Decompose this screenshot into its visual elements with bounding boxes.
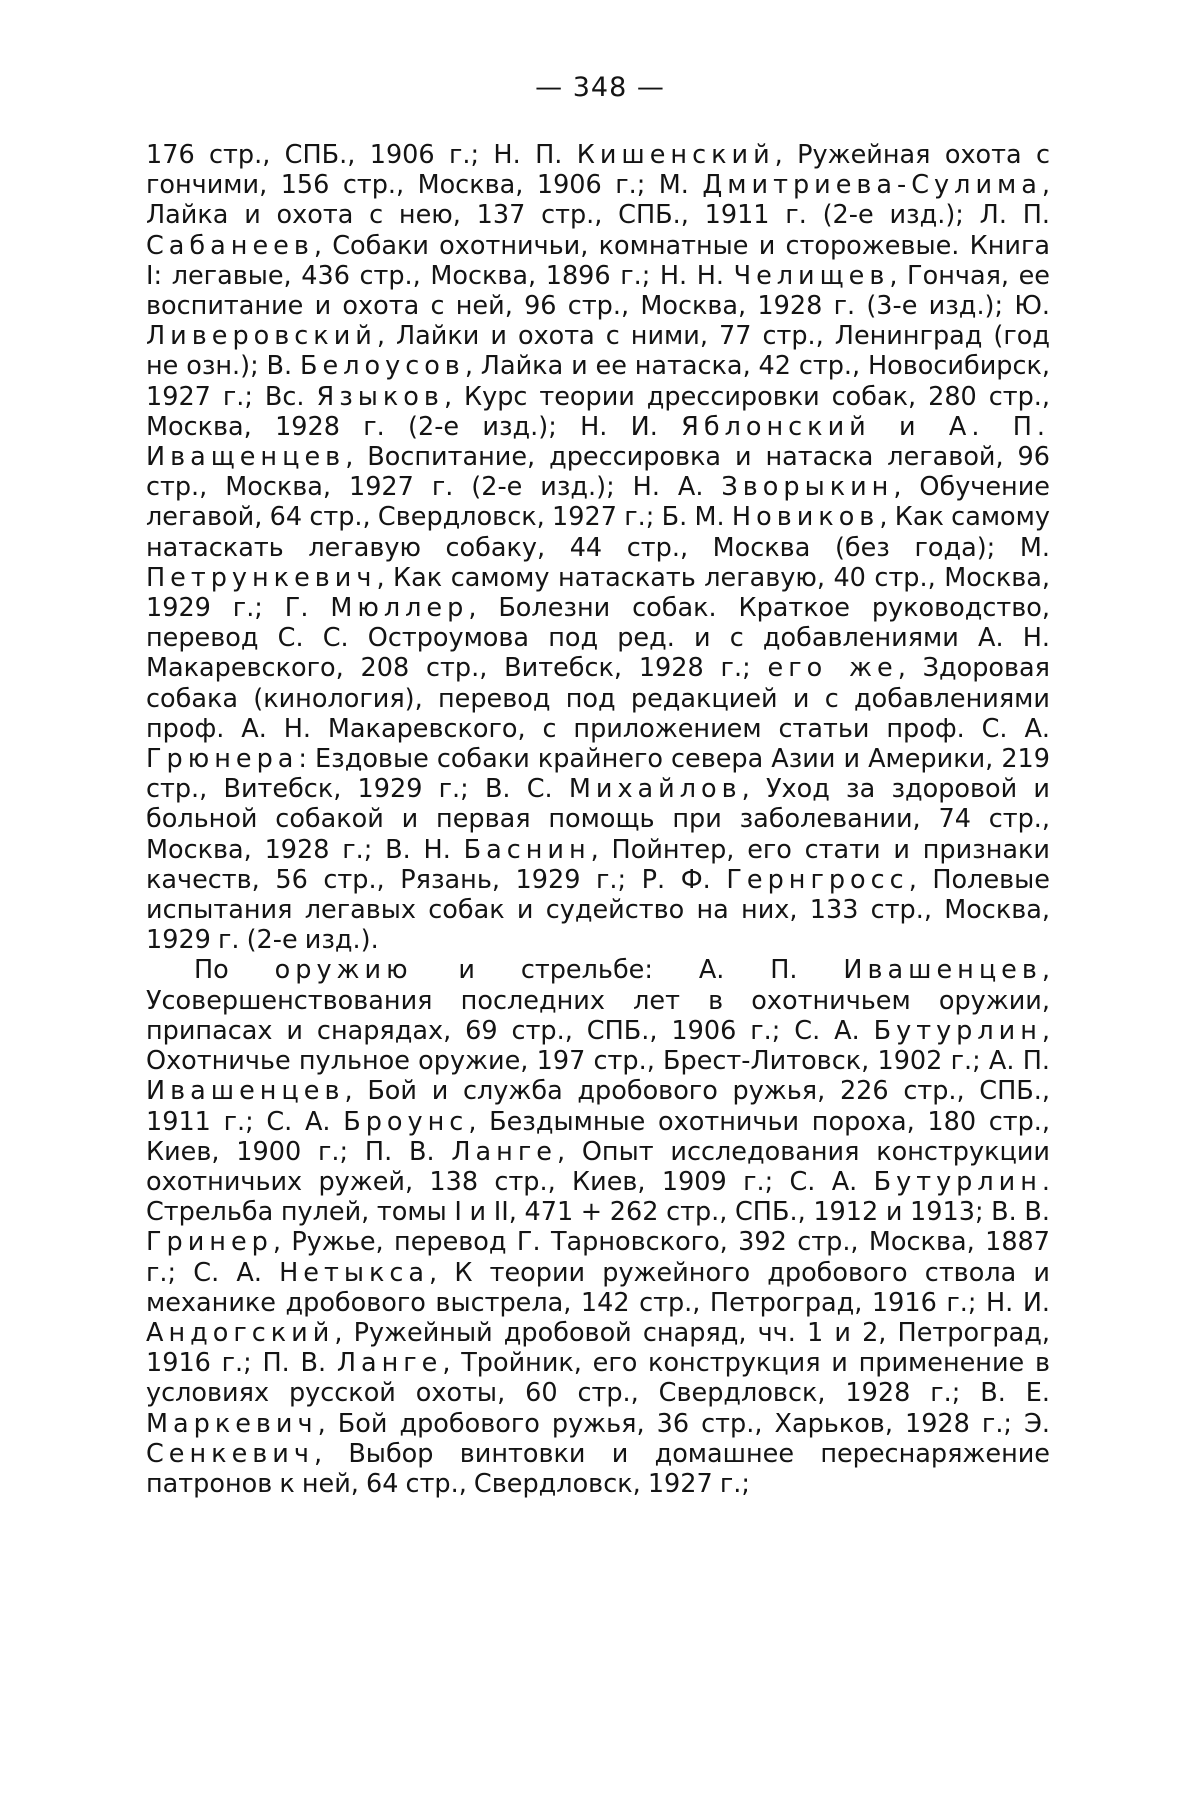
citation-text: , Лайки и охота с ними, 77 стр., Ленинград (год не озн.); В.	[146, 321, 1050, 382]
citation-text: , Здоровая собака (кинология), перевод под редакцией и с добавлениями проф. А. Н. Макаревского, с приложением статьи проф. С. А.	[146, 653, 1050, 744]
citation-text: , Пойнтер, его стати и признаки качеств, 56 стр., Рязань, 1929 г.; Р. Ф.	[146, 834, 1050, 895]
author-name: Ивашенцев	[843, 955, 1042, 986]
citation-text: , Опыт исследования конструкции охотничьих ружей, 138 стр., Киев, 1909 г.; С. А.	[146, 1136, 1050, 1197]
author-name: Ивашенцев	[146, 1076, 345, 1107]
citation-text: , Обучение легавой, 64 стр., Свердловск, 1927 г.; Б. М.	[146, 472, 1050, 533]
citation-text: , Курс теории дрессировки собак, 280 стр., Москва, 1928 г. (2-е изд.); Н. И.	[146, 381, 1050, 442]
citation-text: , Собаки охотничьи, комнатные и сторожевые. Книга I: легавые, 436 стр., Москва, 1896 г.; Н. Н.	[146, 230, 1050, 291]
citation-text: . Стрельба пулей, томы I и II, 471 + 262 стр., СПБ., 1912 и 1913; В. В.	[146, 1166, 1050, 1228]
citation-text: , Усовершенствования последних лет в охотничьем оружии, припасах и снарядах, 69 стр., СПБ., 1906 г.; С. А.	[146, 955, 1050, 1046]
author-name: Баснин	[463, 834, 591, 865]
citation-text: , Гончая, ее воспитание и охота с ней, 96 стр., Москва, 1928 г. (3-е изд.); Ю.	[146, 260, 1050, 322]
author-name: его же	[767, 653, 898, 684]
author-name: Гринер	[146, 1227, 273, 1258]
author-name: Сенкевич	[146, 1438, 314, 1469]
author-name: Ланге	[451, 1136, 557, 1167]
citation-text: , Бездымные охотничьи пороха, 180 стр., Киев, 1900 г.; П. В.	[146, 1106, 1051, 1167]
citation-text: По	[194, 955, 275, 986]
citation-text: , Полевые испытания легавых собак и судейство на них, 133 стр., Москва, 1929 г. (2-е изд.).	[146, 864, 1050, 956]
citation-text: , Уход за здоровой и больной собакой и первая помощь при заболевании, 74 стр., Москва, 1928 г.; В. Н.	[146, 774, 1050, 865]
author-name: Андогский	[146, 1317, 335, 1348]
citation-text: , Лайка и охота с нею, 137 стр., СПБ., 1911 г. (2-е изд.); Л. П.	[146, 170, 1050, 231]
citation-text: , Тройник, его конструкция и применение в условиях русской охоты, 60 стр., Свердловск, 1928 г.; В. Е.	[146, 1348, 1051, 1409]
page-number: — 348 —	[535, 72, 665, 103]
citation-text: , Бой дробового ружья, 36 стр., Харьков, 1928 г.; Э.	[317, 1408, 1050, 1439]
author-name: Бутурлин	[873, 1166, 1042, 1197]
author-name: оружию	[274, 955, 413, 986]
author-name: Языков	[316, 381, 444, 412]
citation-text: , Лайка и ее натаска, 42 стр., Новосибирск, 1927 г.; Вс.	[146, 351, 1050, 412]
bibliography-text	[146, 140, 1050, 1499]
bibliography-paragraph	[146, 955, 1050, 1499]
author-name: Челищев	[733, 260, 890, 291]
citation-text: , Ружье, перевод Г. Тарновского, 392 стр., Москва, 1887 г.; С. А.	[146, 1227, 1050, 1288]
author-name: Белоусов	[300, 351, 465, 382]
citation-text: 176 стр., СПБ., 1906 г.; Н. П.	[146, 140, 577, 170]
author-name: Ливеровский	[146, 321, 377, 352]
citation-text: и стрельбе: А. П.	[412, 955, 844, 986]
citation-text: , Бой и служба дробового ружья, 226 стр., СПБ., 1911 г.; С. А.	[146, 1076, 1050, 1137]
author-name: Петрункевич	[146, 562, 377, 593]
author-name: Грюнера	[146, 744, 299, 775]
author-name: Сабанеев	[146, 230, 314, 261]
citation-text: , Болезни собак. Краткое руководство, перевод С. С. Остроумова под ред. и с добавлениями А. Н. Макаревского, 208 стр., Витебск, 1928 г.;	[146, 593, 1051, 684]
citation-text: : Ездовые собаки крайнего севера Азии и Америки, 219 стр., Витебск, 1929 г.; В. С.	[146, 744, 1050, 805]
author-name: Михайлов	[568, 774, 742, 805]
citation-text: , Воспитание, дрессировка и натаска легавой, 96 стр., Москва, 1927 г. (2-е изд.); Н. А.	[146, 442, 1050, 503]
author-name: Броунс	[343, 1106, 469, 1137]
author-name: Маркевич	[146, 1408, 318, 1439]
citation-text: , Как самому натаскать легавую, 40 стр., Москва, 1929 г.; Г.	[146, 562, 1050, 624]
citation-text: , Охотничье пульное оружие, 197 стр., Брест-Литовск, 1902 г.; А. П.	[146, 1015, 1050, 1077]
author-name: Ланге	[336, 1348, 443, 1379]
bibliography-paragraph	[146, 140, 1050, 955]
author-name: Нетыкса	[279, 1257, 430, 1288]
author-name: Бутурлин	[873, 1015, 1042, 1046]
author-name: Кишенский	[576, 140, 775, 170]
citation-text: , Ружейный дробовой снаряд, чч. 1 и 2, Петроград, 1916 г.; П. В.	[146, 1317, 1050, 1379]
citation-text: , Выбор винтовки и домашнее переснаряжение патронов к ней, 64 стр., Свердловск, 1927 г.;	[146, 1438, 1050, 1499]
author-name: Мюллер	[330, 593, 469, 624]
author-name: Гернгросс	[726, 864, 909, 895]
author-name: Новиков	[731, 502, 880, 533]
author-name: Зворыкин	[721, 472, 894, 503]
citation-text: , Как самому натаскать легавую собаку, 44 стр., Москва (без года); М.	[146, 502, 1050, 563]
citation-text: , Ружейная охота с гончими, 156 стр., Москва, 1906 г.; М.	[146, 140, 1050, 201]
author-name: Дмитриева-Сулима	[702, 170, 1042, 201]
citation-text: , К теории ружейного дробового ствола и механике дробового выстрела, 142 стр., Петроград, 1916 г.; Н. И.	[146, 1257, 1050, 1318]
author-name: Яблонский и А. П. Иващенцев	[146, 411, 1050, 473]
